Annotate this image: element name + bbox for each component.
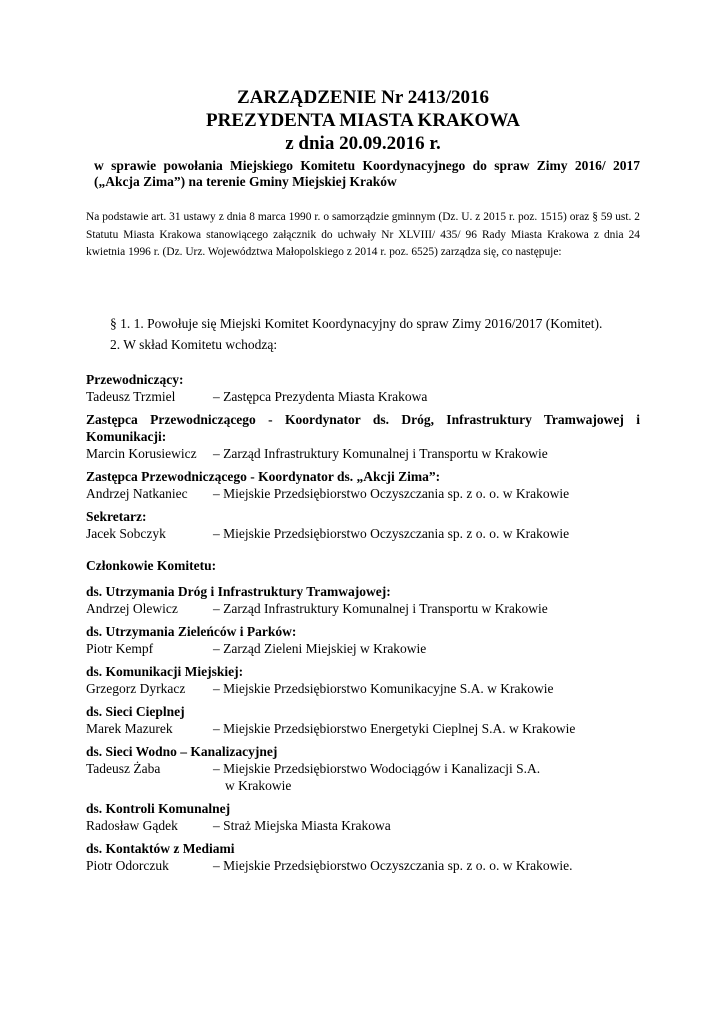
role-heading: Zastępca Przewodniczącego - Koordynator ds. Dróg, Infrastruktury Tramwajowej i Komunikacji: [86,411,640,444]
person-name: Andrzej Natkaniec [86,485,188,501]
organization: – Miejskie Przedsiębiorstwo Wodociągów i Kanalizacji S.A. [213,760,541,776]
role-heading: ds. Utrzymania Zieleńców i Parków: [86,623,297,639]
person-name: Jacek Sobczyk [86,525,166,541]
organization: – Straż Miejska Miasta Krakowa [213,817,391,833]
ordinance-subject: w sprawie powołania Miejskiego Komitetu Koordynacyjnego do spraw Zimy 2016/ 2017 („Akcja Zima”) na terenie Gminy Miejskiej Kraków [94,158,640,189]
person-name: Marcin Korusiewicz [86,445,197,461]
organization-block [213,760,640,794]
organization: – Miejskie Przedsiębiorstwo Energetyki Cieplnej S.A. w Krakowie [213,720,576,736]
person-name: Andrzej Olewicz [86,600,178,616]
role-heading: ds. Komunikacji Miejskiej: [86,663,244,679]
entry-deputy-roads [86,411,640,462]
members-heading: Członkowie Komitetu: [86,557,217,573]
members-list [86,583,640,874]
organization-continued: w Krakowie [225,777,292,793]
role-heading: Zastępca Przewodniczącego - Koordynator ds. „Akcji Zima”: [86,468,441,484]
member-entry [86,743,640,794]
organization: – Zastępca Prezydenta Miasta Krakowa [213,388,428,404]
legal-basis: Na podstawie art. 31 ustawy z dnia 8 marca 1990 r. o samorządzie gminnym (Dz. U. z 2015 r. poz. 1515) oraz § 59 ust. 2 Statutu Miasta Krakowa stanowiącego załącznik do uchwały Nr XLVIII/ 435/ 96 Rady Miasta Krakowa z dnia 24 kwietnia 1996 r. (Dz. Urz. Województwa Małopolskiego z 2014 r. poz. 6525) zarządza się, co następuje: [86,211,640,258]
member-entry [86,663,640,697]
person-name: Marek Mazurek [86,720,173,736]
role-heading: ds. Utrzymania Dróg i Infrastruktury Tramwajowej: [86,583,391,599]
role-heading: ds. Sieci Wodno – Kanalizacyjnej [86,743,278,759]
person-name: Radosław Gądek [86,817,178,833]
member-entry [86,583,640,617]
paragraph-2: 2. W skład Komitetu wchodzą: [110,336,278,352]
document-page [86,86,640,874]
role-heading: Przewodniczący: [86,371,184,387]
entry-deputy-winter [86,468,640,502]
role-heading: ds. Kontroli Komunalnej [86,800,231,816]
leadership-list [86,371,640,542]
organization: – Miejskie Przedsiębiorstwo Komunikacyjne S.A. w Krakowie [213,680,554,696]
person-name: Piotr Kempf [86,640,154,656]
member-entry [86,623,640,657]
member-entry [86,840,640,874]
organization: – Zarząd Infrastruktury Komunalnej i Transportu w Krakowie [213,600,548,616]
organization: – Zarząd Infrastruktury Komunalnej i Transportu w Krakowie [213,445,548,461]
organization: – Miejskie Przedsiębiorstwo Oczyszczania sp. z o. o. w Krakowie. [213,857,573,873]
person-name: Tadeusz Trzmiel [86,388,176,404]
person-name: Piotr Odorczuk [86,857,169,873]
entry-secretary [86,508,640,542]
person-name: Tadeusz Żaba [86,760,161,776]
member-entry [86,703,640,737]
paragraph-1: § 1. 1. Powołuje się Miejski Komitet Koordynacyjny do spraw Zimy 2016/2017 (Komitet). [110,315,603,331]
organization: – Zarząd Zieleni Miejskiej w Krakowie [213,640,427,656]
entry-chairman [86,371,640,405]
role-heading: ds. Sieci Cieplnej [86,703,185,719]
ordinance-date: z dnia 20.09.2016 r. [285,133,441,154]
organization: – Miejskie Przedsiębiorstwo Oczyszczania sp. z o. o. w Krakowie [213,525,570,541]
ordinance-number: ZARZĄDZENIE Nr 2413/2016 [237,87,489,108]
organization: – Miejskie Przedsiębiorstwo Oczyszczania sp. z o. o. w Krakowie [213,485,570,501]
role-heading: ds. Kontaktów z Mediami [86,840,235,856]
issuer: PREZYDENTA MIASTA KRAKOWA [206,110,520,131]
role-heading: Sekretarz: [86,508,147,524]
member-entry [86,800,640,834]
person-name: Grzegorz Dyrkacz [86,680,186,696]
